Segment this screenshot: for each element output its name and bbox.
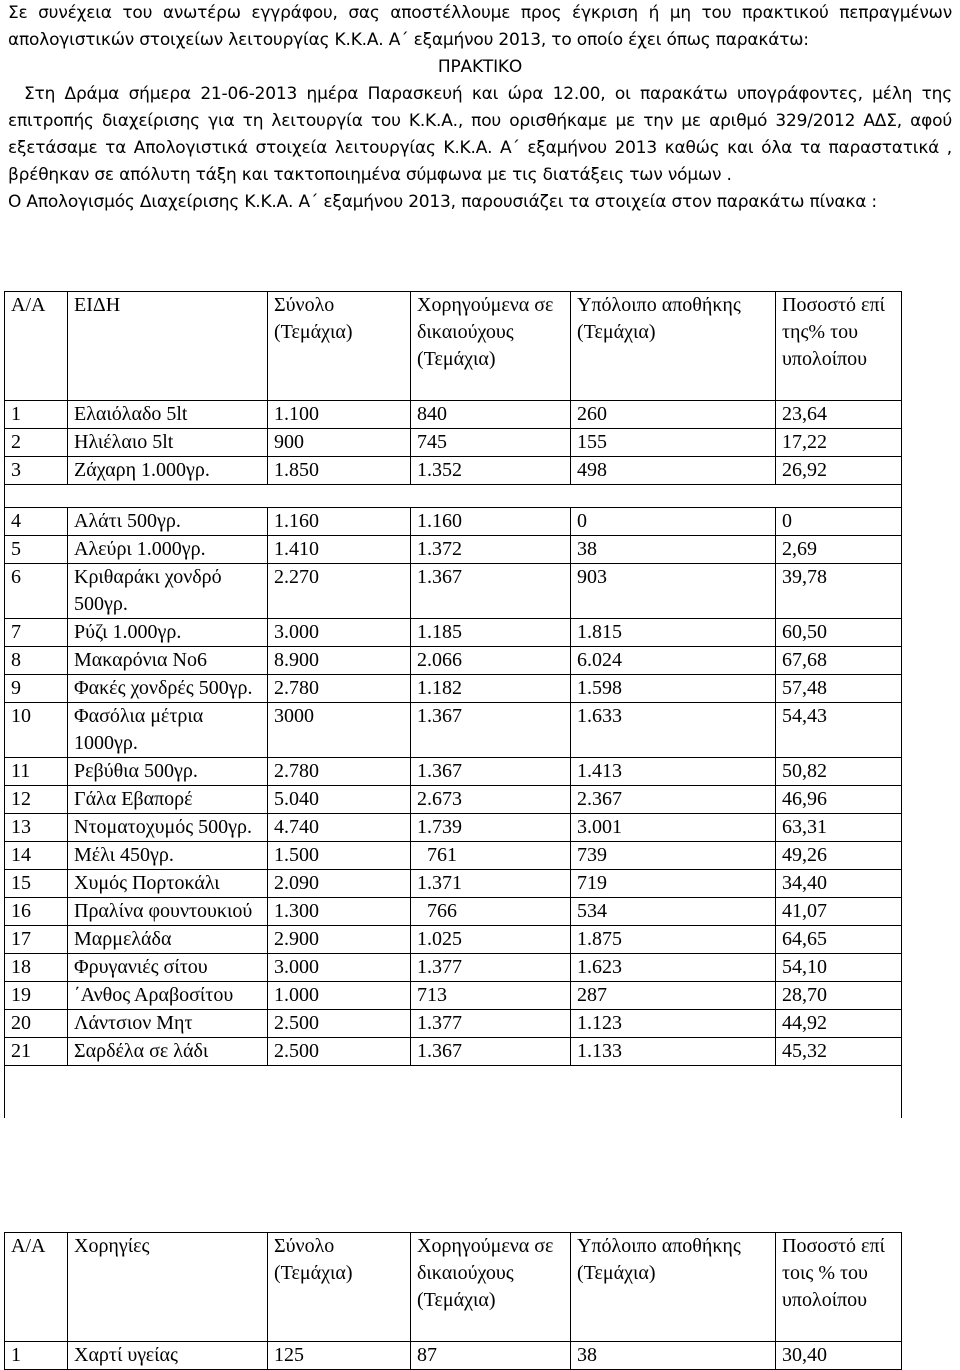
table-cell: 713 (411, 982, 571, 1010)
table-row (5, 758, 902, 786)
intro-paragraph: Σε συνέχεια του ανωτέρω εγγράφου, σας αποστέλλουμε προς έγκριση ή μη του πρακτικού πεπραγμένων απολογιστικών στοιχείων λειτουργίας Κ.Κ.Α. Α΄ εξαμήνου 2013, το οποίο έχει όπως παρακάτω: (8, 3, 952, 50)
table-cell: 1.377 (411, 954, 571, 982)
table-cell: Ρεβύθια 500γρ. (68, 758, 268, 786)
table-row (5, 898, 902, 926)
table-cell: 1.739 (411, 814, 571, 842)
column-header: Α/Α (5, 292, 68, 401)
table-row (5, 647, 902, 675)
table-cell: 2.270 (268, 564, 411, 619)
table-cell: Σαρδέλα σε λάδι (68, 1038, 268, 1066)
table-row (5, 982, 902, 1010)
table-cell: 1.633 (571, 703, 776, 758)
table-cell: 87 (411, 1342, 571, 1370)
table-row (5, 401, 902, 429)
supplies-table-body (5, 1342, 902, 1370)
column-header: Χορηγίες (68, 1233, 268, 1342)
blank-row (5, 485, 902, 508)
table-cell: 1.000 (268, 982, 411, 1010)
table-row (5, 536, 902, 564)
table-cell: Φασόλια μέτρια 1000γρ. (68, 703, 268, 758)
table-cell: 2.367 (571, 786, 776, 814)
table-cell: Πραλίνα φουντουκιού (68, 898, 268, 926)
table-cell: 19 (5, 982, 68, 1010)
table-cell: 1.182 (411, 675, 571, 703)
table-cell: 1.413 (571, 758, 776, 786)
table-cell: Μακαρόνια Νο6 (68, 647, 268, 675)
table-cell: 3 (5, 457, 68, 485)
table-cell: 739 (571, 842, 776, 870)
table-cell: 2.673 (411, 786, 571, 814)
table-cell: Γάλα Εβαπορέ (68, 786, 268, 814)
column-header: Υπόλοιπο αποθήκης (Τεμάχια) (571, 292, 776, 401)
table-cell: 2.500 (268, 1010, 411, 1038)
table-row (5, 619, 902, 647)
column-header: Α/Α (5, 1233, 68, 1342)
table-cell: 1 (5, 401, 68, 429)
table-cell: 5 (5, 536, 68, 564)
table-cell: 6 (5, 564, 68, 619)
inventory-table-body (5, 401, 902, 1119)
column-header: Σύνολο (Τεμάχια) (268, 1233, 411, 1342)
table-cell: 13 (5, 814, 68, 842)
table-cell: 67,68 (776, 647, 902, 675)
table-cell: 57,48 (776, 675, 902, 703)
summary-paragraph: Ο Απολογισμός Διαχείρισης Κ.Κ.Α. Α΄ εξαμήνου 2013, παρουσιάζει τα στοιχεία στον παρακάτω πίνακα : (8, 192, 877, 212)
table-cell: 60,50 (776, 619, 902, 647)
table-cell: 0 (571, 508, 776, 536)
table-cell: 1.367 (411, 1038, 571, 1066)
blank-cell (5, 1066, 902, 1119)
table-cell: 2.900 (268, 926, 411, 954)
inventory-table (4, 291, 902, 1118)
table-cell: Φακές χονδρές 500γρ. (68, 675, 268, 703)
column-header: Υπόλοιπο αποθήκης (Τεμάχια) (571, 1233, 776, 1342)
table-cell: 761 (411, 842, 571, 870)
table-cell: 8.900 (268, 647, 411, 675)
table-cell: 5.040 (268, 786, 411, 814)
table-cell: 46,96 (776, 786, 902, 814)
table-cell: 8 (5, 647, 68, 675)
table-cell: 21 (5, 1038, 68, 1066)
table-cell: 745 (411, 429, 571, 457)
table-row (5, 1010, 902, 1038)
table-cell: 44,92 (776, 1010, 902, 1038)
table-cell: 1.367 (411, 703, 571, 758)
table-cell: 1.133 (571, 1038, 776, 1066)
table-cell: 1.352 (411, 457, 571, 485)
table-cell: 49,26 (776, 842, 902, 870)
table-cell: 1.371 (411, 870, 571, 898)
table-row (5, 786, 902, 814)
table-cell: 1.100 (268, 401, 411, 429)
table-cell: 10 (5, 703, 68, 758)
table-row (5, 870, 902, 898)
table-cell: 64,65 (776, 926, 902, 954)
table-cell: 9 (5, 675, 68, 703)
table-cell: Λάντσιον Μητ (68, 1010, 268, 1038)
minutes-paragraph: Στη Δράμα σήμερα 21-06-2013 ημέρα Παρασκευή και ώρα 12.00, οι παρακάτω υπογράφοντες, μέλη της επιτροπής διαχείρισης για τη λειτουργία του Κ.Κ.Α., που ορισθήκαμε με την με αριθμό 329/2012 ΑΔΣ, αφού εξετάσαμε τα Απολογιστικά στοιχεία λειτουργίας Κ.Κ.Α. Α΄ εξαμήνου 2013 καθώς και όλα τα παραστατικά , βρέθηκαν σε απόλυτη τάξη και τακτοποιημένα σύμφωνα με τις διατάξεις των νόμων . (8, 84, 952, 185)
table-row (5, 508, 902, 536)
table-cell: Ηλιέλαιο 5lt (68, 429, 268, 457)
table-row (5, 926, 902, 954)
table-cell: 498 (571, 457, 776, 485)
table-row (5, 457, 902, 485)
table-header-row (5, 1233, 902, 1342)
blank-row (5, 1066, 902, 1119)
table-cell: Κριθαράκι χονδρό 500γρ. (68, 564, 268, 619)
table-cell: 1.367 (411, 564, 571, 619)
table-cell: 18 (5, 954, 68, 982)
table-cell: 54,43 (776, 703, 902, 758)
table-cell: 1.623 (571, 954, 776, 982)
table-cell: 2,69 (776, 536, 902, 564)
table-cell: Ελαιόλαδο 5lt (68, 401, 268, 429)
table-cell: 1.123 (571, 1010, 776, 1038)
table-cell: Αλεύρι 1.000γρ. (68, 536, 268, 564)
table-row (5, 1342, 902, 1370)
table-cell: 1.500 (268, 842, 411, 870)
table-cell: 2.500 (268, 1038, 411, 1066)
table-cell: 45,32 (776, 1038, 902, 1066)
table-cell: 1.160 (411, 508, 571, 536)
table-cell: 15 (5, 870, 68, 898)
supplies-table (4, 1232, 902, 1370)
table-cell: 900 (268, 429, 411, 457)
table-cell: 903 (571, 564, 776, 619)
table-cell: 840 (411, 401, 571, 429)
table-cell: 2.780 (268, 758, 411, 786)
table-cell: Αλάτι 500γρ. (68, 508, 268, 536)
table-cell: 12 (5, 786, 68, 814)
table-cell: 1 (5, 1342, 68, 1370)
column-header: ΕΙΔΗ (68, 292, 268, 401)
table-cell: 3.000 (268, 619, 411, 647)
table-row (5, 1038, 902, 1066)
table-cell: 260 (571, 401, 776, 429)
table-cell: 26,92 (776, 457, 902, 485)
table-cell: 1.598 (571, 675, 776, 703)
column-header: Σύνολο (Τεμάχια) (268, 292, 411, 401)
table-cell: Χαρτί υγείας (68, 1342, 268, 1370)
table-cell: 1.815 (571, 619, 776, 647)
table-cell: 1.875 (571, 926, 776, 954)
intro-text (8, 0, 952, 216)
table-row (5, 954, 902, 982)
table-cell: 34,40 (776, 870, 902, 898)
table-cell: 1.185 (411, 619, 571, 647)
column-header: Χορηγούμενα σε δικαιούχους (Τεμάχια) (411, 1233, 571, 1342)
column-header: Ποσοστό επί τοις % του υπολοίπου (776, 1233, 902, 1342)
table-cell: 41,07 (776, 898, 902, 926)
column-header: Ποσοστό επί της% του υπολοίπου (776, 292, 902, 401)
table-cell: 1.367 (411, 758, 571, 786)
table-cell: 7 (5, 619, 68, 647)
table-cell: 3.001 (571, 814, 776, 842)
document-heading: ΠΡΑΚΤΙΚΟ (437, 57, 523, 77)
table-cell: 16 (5, 898, 68, 926)
table-cell: 39,78 (776, 564, 902, 619)
table-cell: 38 (571, 536, 776, 564)
table-row (5, 675, 902, 703)
table-row (5, 429, 902, 457)
column-header: Χορηγούμενα σε δικαιούχους (Τεμάχια) (411, 292, 571, 401)
table-cell: Χυμός Πορτοκάλι (68, 870, 268, 898)
table-row (5, 703, 902, 758)
table-cell: 1.377 (411, 1010, 571, 1038)
table-cell: 2.780 (268, 675, 411, 703)
table-cell: 534 (571, 898, 776, 926)
table-cell: 17,22 (776, 429, 902, 457)
table-cell: 2.066 (411, 647, 571, 675)
table-cell: 38 (571, 1342, 776, 1370)
table-cell: Μέλι 450γρ. (68, 842, 268, 870)
table-cell: 2.090 (268, 870, 411, 898)
table-cell: 719 (571, 870, 776, 898)
table-cell: Ντοματοχυμός 500γρ. (68, 814, 268, 842)
table-cell: 1.300 (268, 898, 411, 926)
table-cell: 30,40 (776, 1342, 902, 1370)
table-cell: 28,70 (776, 982, 902, 1010)
table-cell: 1.025 (411, 926, 571, 954)
table-cell: 6.024 (571, 647, 776, 675)
table-cell: 1.372 (411, 536, 571, 564)
table-cell: 1.410 (268, 536, 411, 564)
table-cell: 4 (5, 508, 68, 536)
table-cell: 17 (5, 926, 68, 954)
table-cell: Μαρμελάδα (68, 926, 268, 954)
table-row (5, 842, 902, 870)
table-cell: 1.160 (268, 508, 411, 536)
table-cell: 14 (5, 842, 68, 870)
table-cell: 20 (5, 1010, 68, 1038)
table-row (5, 564, 902, 619)
table-cell: Φρυγανιές σίτου (68, 954, 268, 982)
table-cell: 63,31 (776, 814, 902, 842)
table-cell: ΄Ανθος Αραβοσίτου (68, 982, 268, 1010)
table-cell: 50,82 (776, 758, 902, 786)
table-header-row (5, 292, 902, 401)
table-cell: 23,64 (776, 401, 902, 429)
table-cell: 0 (776, 508, 902, 536)
table-cell: 54,10 (776, 954, 902, 982)
table-row (5, 814, 902, 842)
table-cell: 11 (5, 758, 68, 786)
table-cell: 125 (268, 1342, 411, 1370)
table-cell: 155 (571, 429, 776, 457)
table-cell: 1.850 (268, 457, 411, 485)
table-cell: Ζάχαρη 1.000γρ. (68, 457, 268, 485)
blank-cell (5, 485, 902, 508)
table-cell: 766 (411, 898, 571, 926)
table-cell: 4.740 (268, 814, 411, 842)
table-cell: 2 (5, 429, 68, 457)
table-cell: 287 (571, 982, 776, 1010)
table-cell: 3.000 (268, 954, 411, 982)
table-cell: Ρύζι 1.000γρ. (68, 619, 268, 647)
table-cell: 3000 (268, 703, 411, 758)
